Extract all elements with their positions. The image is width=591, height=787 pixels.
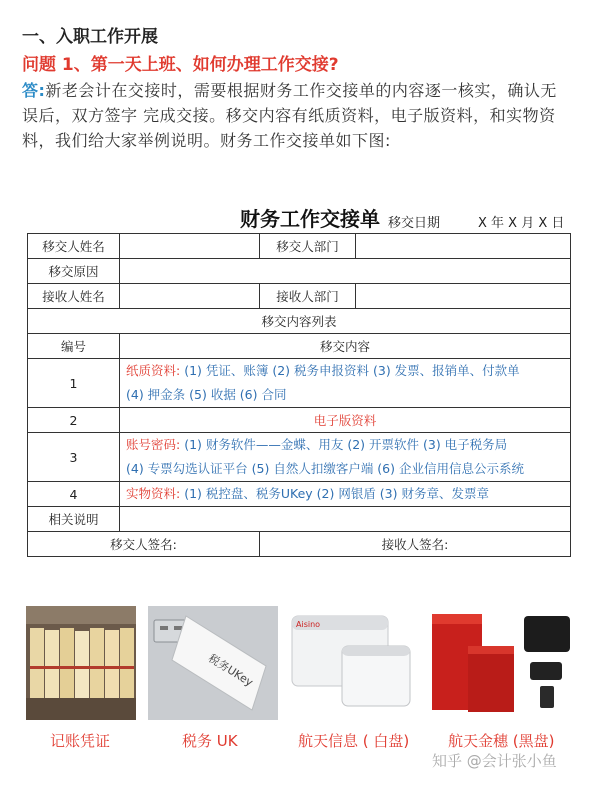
table-row xyxy=(28,507,571,532)
table-row xyxy=(28,284,571,309)
giver-dept-cell xyxy=(356,234,571,259)
col-no-header: 编号 xyxy=(28,334,120,359)
receiver-name-cell xyxy=(120,284,260,309)
list-title: 移交内容列表 xyxy=(28,309,571,334)
table-row xyxy=(28,408,571,433)
photo-strip xyxy=(0,606,591,756)
reason-label: 移交原因 xyxy=(28,259,120,284)
item-content xyxy=(120,433,571,482)
form-title: 财务工作交接单 xyxy=(240,207,380,231)
col-content-header: 移交内容 xyxy=(120,334,571,359)
section-title: 一、入职工作开展 xyxy=(22,27,158,47)
item-line1: (1) 税控盘、税务UKey (2) 网银盾 (3) 财务章、发票章 xyxy=(180,486,489,501)
ukey-label: 税务UKey xyxy=(206,651,256,690)
giver-name-cell xyxy=(120,234,260,259)
receiver-dept-label: 接收人部门 xyxy=(260,284,356,309)
caption-black-disk: 航天金穗 (黑盘) xyxy=(448,732,555,750)
answer-text: 新老会计在交接时，需要根据财务工作交接单的内容逐一核实，确认无误后，双方签字 完成交接。移交内容有纸质资料，电子版资料，和实物资料，我们给大家举例说明。财务工作交接单如下图: xyxy=(22,81,557,150)
question-heading: 问题 1、第一天上班、如何办理工作交接? xyxy=(22,55,339,75)
item-head: 实物资料: xyxy=(126,486,181,501)
handover-table xyxy=(27,233,571,557)
table-row xyxy=(28,532,571,557)
receiver-sign: 接收人签名: xyxy=(260,532,571,557)
answer-label: 答: xyxy=(22,81,46,100)
table-row xyxy=(28,359,571,408)
table-row xyxy=(28,309,571,334)
item-line1: (1) 凭证、账簿 (2) 税务申报资料 (3) 发票、报销单、付款单 xyxy=(180,363,520,378)
receiver-name-label: 接收人姓名 xyxy=(28,284,120,309)
item-line1: (1) 财务软件——金蝶、用友 (2) 开票软件 (3) 电子税务局 xyxy=(180,437,508,452)
answer-paragraph xyxy=(22,78,570,153)
item-head: 电子版资料 xyxy=(120,408,571,433)
watermark: 知乎 @会计张小鱼 xyxy=(432,752,557,770)
item-line2: (4) 专票勾选认证平台 (5) 自然人扣缴客户端 (6) 企业信用信息公示系统 xyxy=(126,461,524,476)
item-content xyxy=(120,482,571,507)
giver-sign: 移交人签名: xyxy=(28,532,260,557)
voucher-photo xyxy=(26,606,136,720)
caption-voucher: 记账凭证 xyxy=(50,732,111,750)
item-no: 2 xyxy=(28,408,120,433)
table-row xyxy=(28,259,571,284)
receiver-dept-cell xyxy=(356,284,571,309)
table-row xyxy=(28,433,571,482)
item-no: 1 xyxy=(28,359,120,408)
table-row xyxy=(28,234,571,259)
black-disk-photo xyxy=(426,606,574,720)
form-date-label: 移交日期 xyxy=(388,216,441,231)
giver-dept-label: 移交人部门 xyxy=(260,234,356,259)
item-content xyxy=(120,359,571,408)
reason-cell xyxy=(120,259,571,284)
related-cell xyxy=(120,507,571,532)
item-no: 4 xyxy=(28,482,120,507)
table-row xyxy=(28,334,571,359)
device-brand-label: Aisino xyxy=(296,620,321,629)
ukey-photo xyxy=(148,606,278,720)
related-label: 相关说明 xyxy=(28,507,120,532)
caption-white-disk: 航天信息 ( 白盘) xyxy=(298,732,410,750)
form-date-value: X 年 X 月 X 日 xyxy=(478,216,565,231)
table-row xyxy=(28,482,571,507)
giver-name-label: 移交人姓名 xyxy=(28,234,120,259)
item-no: 3 xyxy=(28,433,120,482)
item-line2: (4) 押金条 (5) 收据 (6) 合同 xyxy=(126,387,287,402)
white-disk-photo xyxy=(286,606,414,720)
item-head: 纸质资料: xyxy=(126,363,181,378)
item-head: 账号密码: xyxy=(126,437,181,452)
caption-ukey: 税务 UK xyxy=(182,732,238,750)
